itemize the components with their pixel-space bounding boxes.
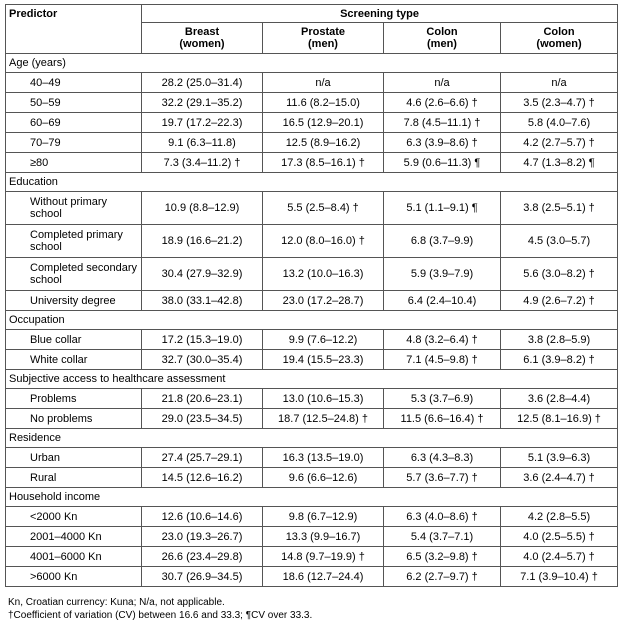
table-row xyxy=(6,133,618,153)
value-cell: 5.7 (3.6–7.7) † xyxy=(384,468,501,488)
value-cell: 38.0 (33.1–42.8) xyxy=(142,291,263,311)
row-label: 2001–4000 Kn xyxy=(6,527,142,547)
value-cell: 4.0 (2.5–5.5) † xyxy=(501,527,618,547)
table-row xyxy=(6,153,618,173)
table-row xyxy=(6,192,618,225)
value-cell: 14.5 (12.6–16.2) xyxy=(142,468,263,488)
value-cell: 23.0 (19.3–26.7) xyxy=(142,527,263,547)
group-title: Age (years) xyxy=(6,54,618,73)
group-title: Subjective access to healthcare assessment xyxy=(6,370,618,389)
col-label: Colon (men) xyxy=(426,26,458,50)
value-cell: 4.2 (2.8–5.5) xyxy=(501,507,618,527)
row-label: Blue collar xyxy=(6,330,142,350)
table-row xyxy=(6,225,618,258)
row-label: 40–49 xyxy=(6,73,142,93)
value-cell: 21.8 (20.6–23.1) xyxy=(142,389,263,409)
value-cell: 6.1 (3.9–8.2) † xyxy=(501,350,618,370)
value-cell: 4.2 (2.7–5.7) † xyxy=(501,133,618,153)
value-cell: 23.0 (17.2–28.7) xyxy=(263,291,384,311)
value-cell: 6.3 (4.0–8.6) † xyxy=(384,507,501,527)
value-cell: 4.9 (2.6–7.2) † xyxy=(501,291,618,311)
row-label: Without primary school xyxy=(6,192,142,225)
row-label: 70–79 xyxy=(6,133,142,153)
value-cell: 32.7 (30.0–35.4) xyxy=(142,350,263,370)
value-cell: 7.8 (4.5–11.1) † xyxy=(384,113,501,133)
value-cell: 12.5 (8.9–16.2) xyxy=(263,133,384,153)
table-row xyxy=(6,389,618,409)
value-cell: n/a xyxy=(501,73,618,93)
value-cell: 12.6 (10.6–14.6) xyxy=(142,507,263,527)
value-cell: 3.6 (2.4–4.7) † xyxy=(501,468,618,488)
row-label: Completed secondary school xyxy=(6,258,142,291)
value-cell: 17.3 (8.5–16.1) † xyxy=(263,153,384,173)
value-cell: 3.8 (2.8–5.9) xyxy=(501,330,618,350)
value-cell: 18.6 (12.7–24.4) xyxy=(263,567,384,587)
col-prostate-men xyxy=(263,23,384,54)
value-cell: 9.1 (6.3–11.8) xyxy=(142,133,263,153)
group-title: Occupation xyxy=(6,311,618,330)
col-colon-women xyxy=(501,23,618,54)
value-cell: 6.5 (3.2–9.8) † xyxy=(384,547,501,567)
value-cell: 32.2 (29.1–35.2) xyxy=(142,93,263,113)
row-label: 60–69 xyxy=(6,113,142,133)
value-cell: n/a xyxy=(263,73,384,93)
footnote-1: Kn, Croatian currency: Kuna; N/a, not applicable. xyxy=(8,597,225,608)
group-row xyxy=(6,370,618,389)
value-cell: 5.1 (1.1–9.1) ¶ xyxy=(384,192,501,225)
row-label: Problems xyxy=(6,389,142,409)
value-cell: 5.6 (3.0–8.2) † xyxy=(501,258,618,291)
table-row xyxy=(6,547,618,567)
value-cell: 7.3 (3.4–11.2) † xyxy=(142,153,263,173)
value-cell: 9.9 (7.6–12.2) xyxy=(263,330,384,350)
value-cell: 16.5 (12.9–20.1) xyxy=(263,113,384,133)
value-cell: 13.3 (9.9–16.7) xyxy=(263,527,384,547)
screening-type-header: Screening type xyxy=(142,5,618,23)
group-row xyxy=(6,429,618,448)
value-cell: 6.3 (4.3–8.3) xyxy=(384,448,501,468)
row-label: Completed primary school xyxy=(6,225,142,258)
value-cell: 18.7 (12.5–24.8) † xyxy=(263,409,384,429)
group-title: Household income xyxy=(6,488,618,507)
value-cell: 26.6 (23.4–29.8) xyxy=(142,547,263,567)
table-row xyxy=(6,291,618,311)
value-cell: 13.0 (10.6–15.3) xyxy=(263,389,384,409)
value-cell: 5.3 (3.7–6.9) xyxy=(384,389,501,409)
value-cell: 28.2 (25.0–31.4) xyxy=(142,73,263,93)
table-row xyxy=(6,93,618,113)
screening-table xyxy=(5,4,618,587)
row-label: <2000 Kn xyxy=(6,507,142,527)
row-label: Urban xyxy=(6,448,142,468)
table-row xyxy=(6,330,618,350)
value-cell: 14.8 (9.7–19.9) † xyxy=(263,547,384,567)
value-cell: 6.8 (3.7–9.9) xyxy=(384,225,501,258)
value-cell: 3.8 (2.5–5.1) † xyxy=(501,192,618,225)
value-cell: 5.4 (3.7–7.1) xyxy=(384,527,501,547)
value-cell: 13.2 (10.0–16.3) xyxy=(263,258,384,291)
value-cell: 4.5 (3.0–5.7) xyxy=(501,225,618,258)
predictor-header: Predictor xyxy=(6,5,142,54)
col-label: Breast (women) xyxy=(179,26,225,50)
value-cell: 5.9 (3.9–7.9) xyxy=(384,258,501,291)
row-label: >6000 Kn xyxy=(6,567,142,587)
table-row xyxy=(6,409,618,429)
row-label: Rural xyxy=(6,468,142,488)
value-cell: 4.0 (2.4–5.7) † xyxy=(501,547,618,567)
row-label: University degree xyxy=(6,291,142,311)
value-cell: 6.2 (2.7–9.7) † xyxy=(384,567,501,587)
table-row xyxy=(6,468,618,488)
value-cell: 29.0 (23.5–34.5) xyxy=(142,409,263,429)
value-cell: 27.4 (25.7–29.1) xyxy=(142,448,263,468)
table-row xyxy=(6,527,618,547)
value-cell: 5.5 (2.5–8.4) † xyxy=(263,192,384,225)
table-row xyxy=(6,507,618,527)
value-cell: 9.8 (6.7–12.9) xyxy=(263,507,384,527)
value-cell: 11.6 (8.2–15.0) xyxy=(263,93,384,113)
col-label: Colon (women) xyxy=(536,26,582,50)
value-cell: 7.1 (4.5–9.8) † xyxy=(384,350,501,370)
value-cell: 17.2 (15.3–19.0) xyxy=(142,330,263,350)
value-cell: 6.4 (2.4–10.4) xyxy=(384,291,501,311)
table-row xyxy=(6,258,618,291)
value-cell: 5.8 (4.0–7.6) xyxy=(501,113,618,133)
table-row xyxy=(6,567,618,587)
col-label: Prostate (men) xyxy=(300,26,346,50)
table-row xyxy=(6,73,618,93)
value-cell: 9.6 (6.6–12.6) xyxy=(263,468,384,488)
group-row xyxy=(6,488,618,507)
group-title: Residence xyxy=(6,429,618,448)
col-colon-men xyxy=(384,23,501,54)
value-cell: 18.9 (16.6–21.2) xyxy=(142,225,263,258)
group-row xyxy=(6,54,618,73)
value-cell: 7.1 (3.9–10.4) † xyxy=(501,567,618,587)
row-label: White collar xyxy=(6,350,142,370)
footnote-2: †Coefficient of variation (CV) between 16.6 and 33.3; ¶CV over 33.3. xyxy=(8,610,313,621)
value-cell: 3.6 (2.8–4.4) xyxy=(501,389,618,409)
table-body xyxy=(6,54,618,587)
value-cell: 16.3 (13.5–19.0) xyxy=(263,448,384,468)
value-cell: 11.5 (6.6–16.4) † xyxy=(384,409,501,429)
value-cell: 4.8 (3.2–6.4) † xyxy=(384,330,501,350)
row-label: 4001–6000 Kn xyxy=(6,547,142,567)
value-cell: 10.9 (8.8–12.9) xyxy=(142,192,263,225)
table-row xyxy=(6,350,618,370)
value-cell: 6.3 (3.9–8.6) † xyxy=(384,133,501,153)
row-label: 50–59 xyxy=(6,93,142,113)
group-row xyxy=(6,173,618,192)
value-cell: 30.7 (26.9–34.5) xyxy=(142,567,263,587)
group-row xyxy=(6,311,618,330)
table-row xyxy=(6,113,618,133)
col-breast-women xyxy=(142,23,263,54)
value-cell: 5.1 (3.9–6.3) xyxy=(501,448,618,468)
value-cell: 4.6 (2.6–6.6) † xyxy=(384,93,501,113)
value-cell: 30.4 (27.9–32.9) xyxy=(142,258,263,291)
value-cell: 19.7 (17.2–22.3) xyxy=(142,113,263,133)
value-cell: n/a xyxy=(384,73,501,93)
value-cell: 4.7 (1.3–8.2) ¶ xyxy=(501,153,618,173)
row-label: No problems xyxy=(6,409,142,429)
value-cell: 5.9 (0.6–11.3) ¶ xyxy=(384,153,501,173)
value-cell: 19.4 (15.5–23.3) xyxy=(263,350,384,370)
table-row xyxy=(6,448,618,468)
value-cell: 12.5 (8.1–16.9) † xyxy=(501,409,618,429)
value-cell: 3.5 (2.3–4.7) † xyxy=(501,93,618,113)
row-label: ≥80 xyxy=(6,153,142,173)
value-cell: 12.0 (8.0–16.0) † xyxy=(263,225,384,258)
group-title: Education xyxy=(6,173,618,192)
